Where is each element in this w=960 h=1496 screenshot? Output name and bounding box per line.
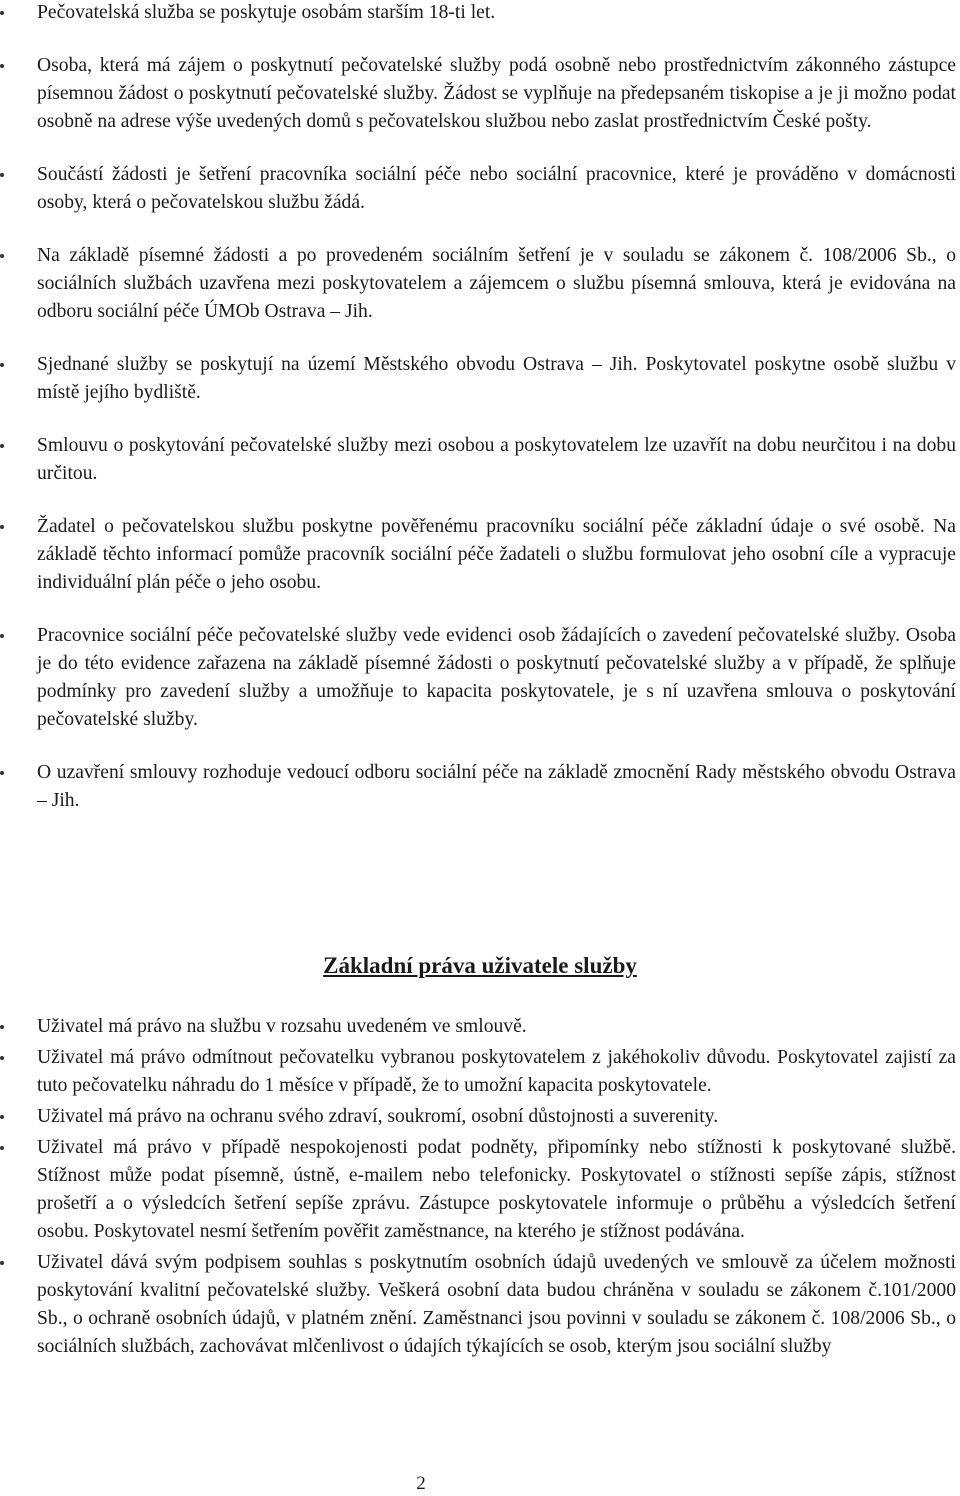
list-item [0, 622, 960, 734]
list-item [0, 1013, 960, 1041]
list-item [0, 432, 960, 488]
list-item-text: O uzavření smlouvy rozhoduje vedoucí odboru sociální péče na základě zmocnění Rady městského obvodu Ostrava – Jih. [37, 762, 956, 811]
bullet-icon [0, 525, 4, 529]
list-item-text: Uživatel má právo odmítnout pečovatelku vybranou poskytovatelem z jakéhokoliv důvodu. Poskytovatel zajistí za tuto pečovatelku náhradu do 1 měsíce v případě, že to umožní kapacita poskytovatele. [37, 1047, 956, 1096]
list-item [0, 0, 960, 27]
list-item [0, 759, 960, 815]
list-item [0, 1134, 960, 1246]
bullet-icon [0, 64, 4, 68]
bullet-icon [0, 363, 4, 367]
list-item-text: Osoba, která má zájem o poskytnutí pečovatelské služby podá osobně nebo prostřednictvím zákonného zástupce písemnou žádost o poskytnutí pečovatelské služby. Žádost se vyplňuje na předepsaném tiskopise a je ji možno podat osobně na adrese výše uvedených domů s pečovatelskou službou nebo zaslat prostřednictvím České pošty. [37, 55, 956, 132]
list-item [0, 161, 960, 217]
list-item [0, 1103, 960, 1131]
list-item [0, 242, 960, 326]
list-item-text: Uživatel má právo na službu v rozsahu uvedeném ve smlouvě. [37, 1016, 527, 1037]
bullet-icon [0, 634, 4, 638]
list-item [0, 513, 960, 597]
bullet-icon [0, 444, 4, 448]
list-item [0, 1249, 960, 1361]
list-item-text: Součástí žádosti je šetření pracovníka sociální péče nebo sociální pracovnice, které je prováděno v domácnosti osoby, která o pečovatelskou službu žádá. [37, 164, 956, 213]
list-item [0, 351, 960, 407]
section-heading: Základní práva uživatele služby [323, 953, 637, 978]
list-item-text: Smlouvu o poskytování pečovatelské služby mezi osobou a poskytovatelem lze uzavřít na dobu neurčitou i na dobu určitou. [37, 435, 956, 484]
bullet-icon [0, 173, 4, 177]
bullet-icon [0, 11, 4, 15]
bullet-icon [0, 1146, 4, 1150]
list-item-text: Uživatel má právo na ochranu svého zdraví, soukromí, osobní důstojnosti a suverenity. [37, 1106, 719, 1127]
list-item-text: Uživatel má právo v případě nespokojenosti podat podněty, připomínky nebo stížnosti k poskytované službě. Stížnost může podat písemně, ústně, e-mailem nebo telefonicky. Poskytovatel o stížnosti sepíše zápis, stížnost prošetří a o výsledcích šetření sepíše zprávu. Zástupce poskytovatele informuje o průběhu a výsledcích šetření osobu. Poskytovatel nesmí šetřením pověřit zaměstnance, na kterého je stížnost podávána. [37, 1137, 956, 1242]
bullet-icon [0, 1025, 4, 1029]
list-item-text: Uživatel dává svým podpisem souhlas s poskytnutím osobních údajů uvedených ve smlouvě za účelem možnosti poskytování kvalitní pečovatelské služby. Veškerá osobní data budou chráněna v souladu se zákonem č.101/2000 Sb., o ochraně osobních údajů, v platném znění. Zaměstnanci jsou povinni v souladu se zákonem č. 108/2006 Sb., o sociálních službách, zachovávat mlčenlivost o údajích týkajících se osob, kterým jsou sociální služby [37, 1252, 956, 1357]
bullet-icon [0, 1056, 4, 1060]
list-item-text: Sjednané služby se poskytují na území Městského obvodu Ostrava – Jih. Poskytovatel poskytne osobě službu v místě jejího bydliště. [37, 354, 956, 403]
bullet-icon [0, 771, 4, 775]
user-rights-list [0, 1013, 960, 1364]
list-item [0, 1044, 960, 1100]
list-item-text: Žadatel o pečovatelskou službu poskytne pověřenému pracovníku sociální péče základní údaje o své osobě. Na základě těchto informací pomůže pracovník sociální péče žadateli o službu formulovat jeho osobní cíle a vypracuje individuální plán péče o jeho osobu. [37, 516, 956, 593]
bullet-icon [0, 254, 4, 258]
list-item-text: Pracovnice sociální péče pečovatelské služby vede evidenci osob žádajících o zavedení pečovatelské služby. Osoba je do této evidence zařazena na základě písemné žádosti o poskytnutí pečovatelské služby a v případě, že splňuje podmínky pro zavedení služby a umožňuje to kapacita poskytovatele, je s ní uzavřena smlouva o poskytování pečovatelské služby. [37, 625, 956, 730]
page-number: 2 [416, 1473, 426, 1494]
bullet-icon [0, 1115, 4, 1119]
list-item [0, 52, 960, 136]
bullet-icon [0, 1261, 4, 1265]
list-item-text: Pečovatelská služba se poskytuje osobám starším 18-ti let. [37, 2, 496, 23]
list-item-text: Na základě písemné žádosti a po provedeném sociálním šetření je v souladu se zákonem č. 108/2006 Sb., o sociálních službách uzavřena mezi poskytovatelem a zájemcem o službu písemná smlouva, která je evidována na odboru sociální péče ÚMOb Ostrava – Jih. [37, 245, 956, 322]
